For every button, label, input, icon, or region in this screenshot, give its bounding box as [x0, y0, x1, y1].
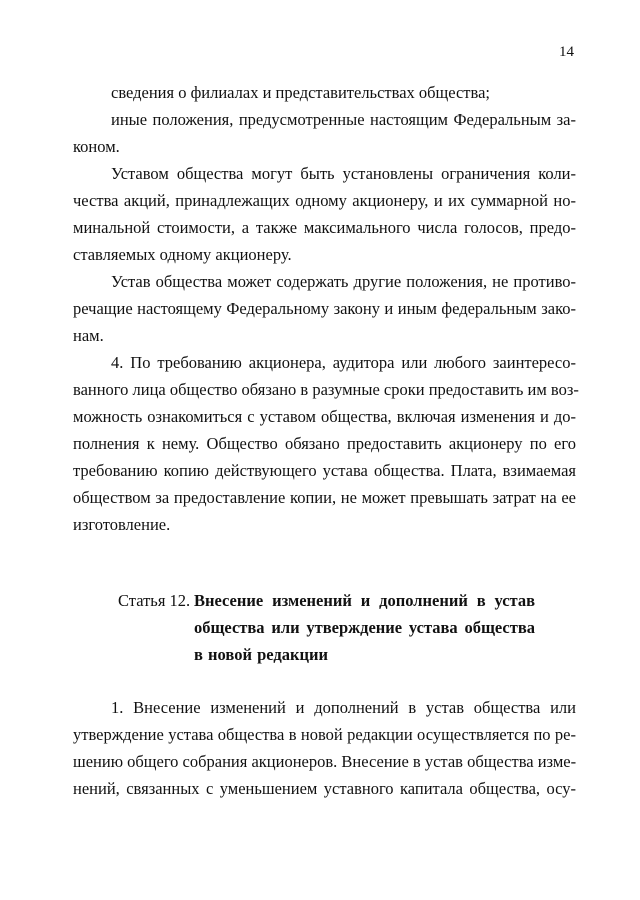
text-line: требованию копию действующего устава общества. Плата, взимаемая [73, 461, 576, 480]
text-line: нам. [73, 326, 104, 345]
article-title-line: Внесение изменений и дополнений в устав [194, 591, 535, 610]
text-line: ванного лица общество обязано в разумные сроки предоставить им воз- [73, 380, 579, 399]
text-line: коном. [73, 137, 120, 156]
text-line: обществом за предоставление копии, не может превышать затрат на ее [73, 488, 576, 507]
text-line: 4. По требованию акционера, аудитора или любого заинтересо- [111, 353, 576, 372]
text-line: изготовление. [73, 515, 171, 534]
text-line: иные положения, предусмотренные настоящим Федеральным за- [111, 110, 576, 129]
page-number: 14 [559, 44, 574, 60]
article-title-line: общества или утверждение устава общества [194, 618, 535, 637]
text-line: полнения к нему. Общество обязано предоставить акционеру по его [73, 434, 576, 453]
text-line: утверждение устава общества в новой редакции осуществляется по ре- [73, 725, 576, 744]
text-line: шению общего собрания акционеров. Внесение в устав общества изме- [73, 752, 577, 771]
text-line: Устав общества может содержать другие положения, не противо- [111, 272, 576, 291]
text-line: нений, связанных с уменьшением уставного капитала общества, осу- [73, 779, 576, 798]
text-line: 1. Внесение изменений и дополнений в устав общества или [111, 698, 576, 717]
text-line: минальной стоимости, а также максимального числа голосов, предо- [73, 218, 576, 237]
text-line: чества акций, принадлежащих одному акционеру, и их суммарной но- [73, 191, 576, 210]
text-line: можность ознакомиться с уставом общества, включая изменения и до- [73, 407, 576, 426]
text-line: ставляемых одному акционеру. [73, 245, 292, 264]
text-line: Уставом общества могут быть установлены ограничения коли- [111, 164, 576, 183]
article-prefix: Статья 12. [118, 591, 191, 610]
article-title-line: в новой редакции [194, 645, 328, 664]
text-line: сведения о филиалах и представительствах общества; [111, 83, 490, 102]
text-line: речащие настоящему Федеральному закону и иным федеральным зако- [73, 299, 576, 318]
